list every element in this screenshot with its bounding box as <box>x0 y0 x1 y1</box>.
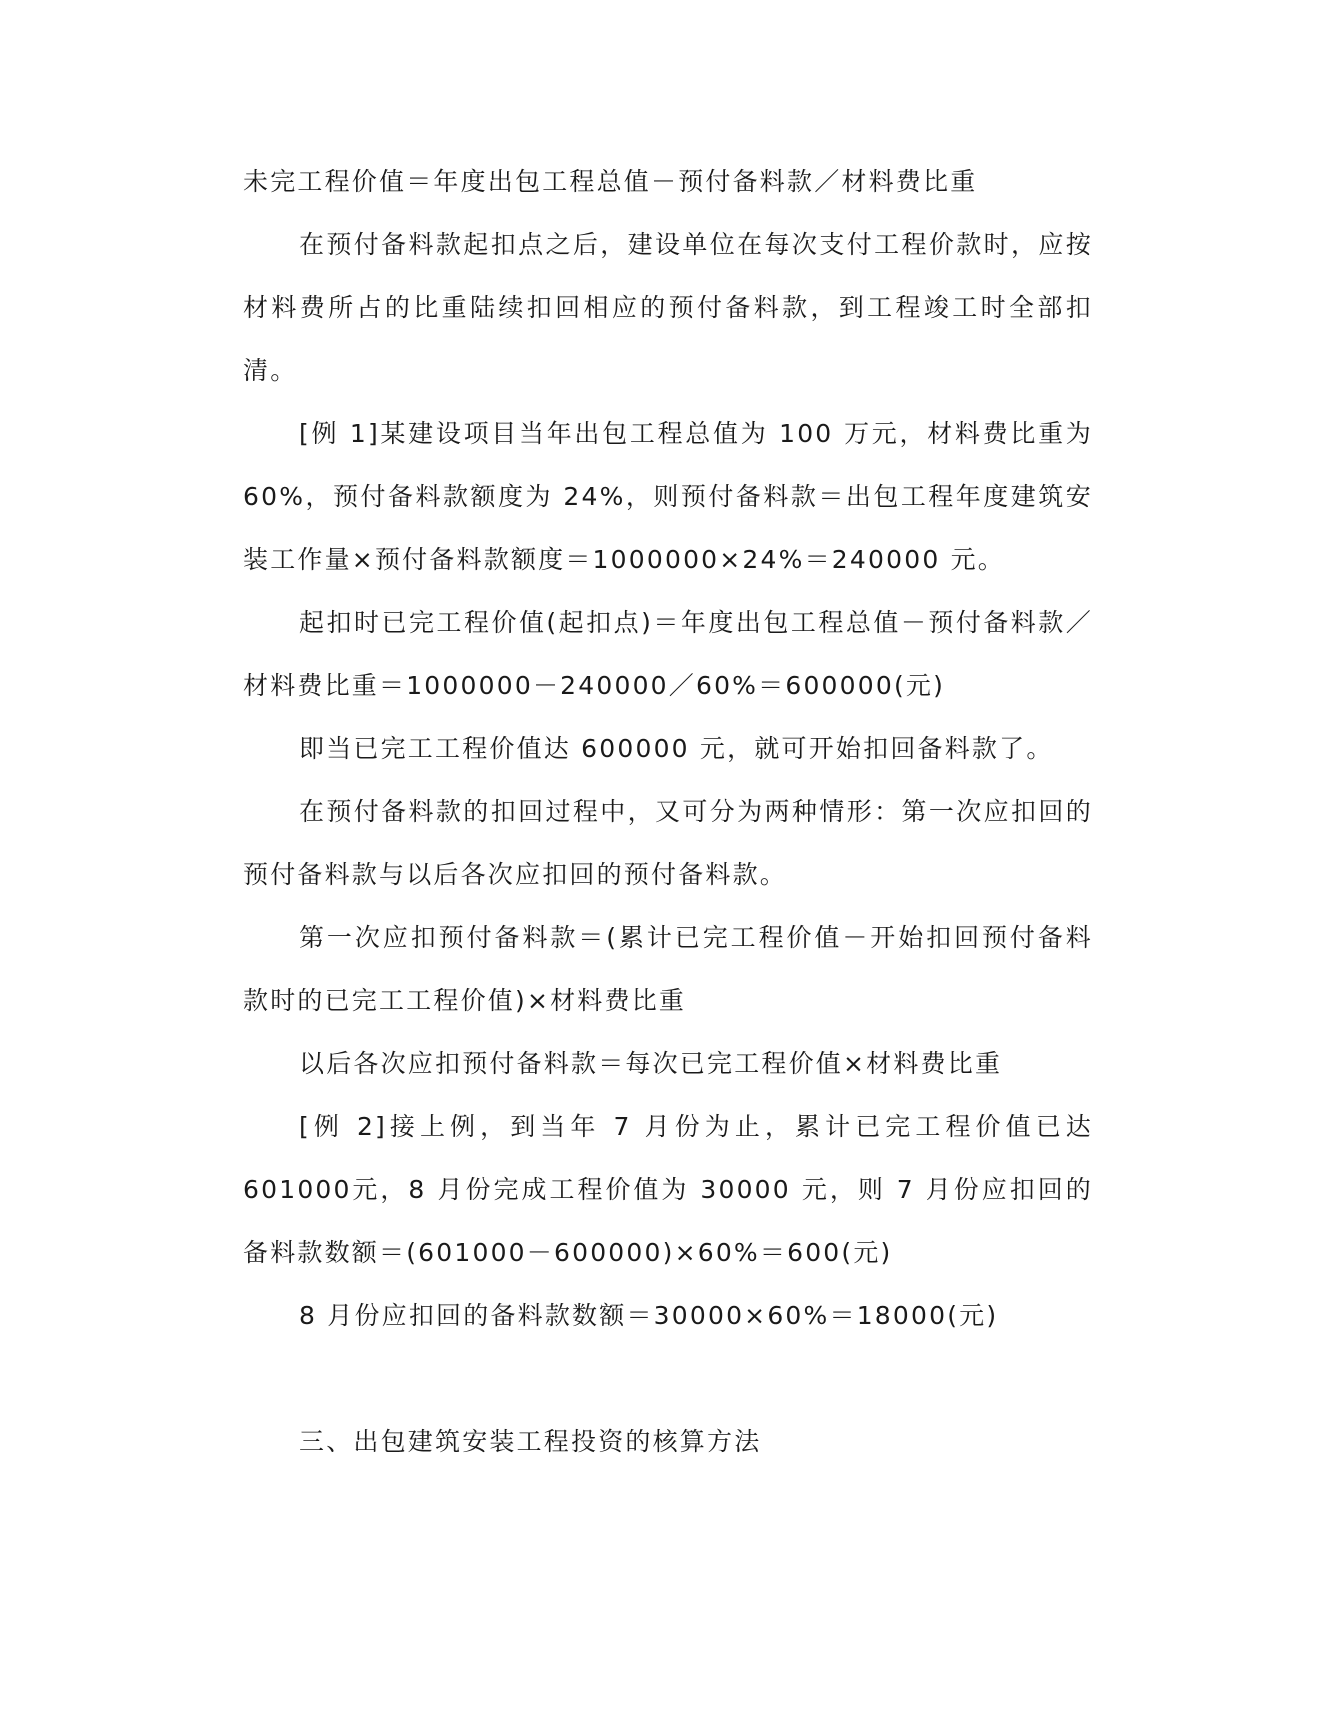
blank-line <box>243 1347 1093 1410</box>
section-heading: 三、出包建筑安装工程投资的核算方法 <box>299 1427 762 1456</box>
paragraph-august-deduction: 8 月份应扣回的备料款数额＝30000×60%＝18000(元) <box>299 1301 999 1330</box>
paragraph-first-deduction-formula: 第一次应扣预付备料款＝(累计已完工程价值－开始扣回预付备料款时的已完工工程价值)×材料费比重 <box>243 923 1093 1015</box>
paragraph-later-deduction-formula: 以后各次应扣预付备料款＝每次已完工程价值×材料费比重 <box>299 1049 1003 1078</box>
paragraph-deduction-rule: 在预付备料款起扣点之后，建设单位在每次支付工程价款时，应按材料费所占的比重陆续扣回相应的预付备料款，到工程竣工时全部扣清。 <box>243 230 1093 385</box>
paragraph-start-point-formula: 起扣时已完工程价值(起扣点)＝年度出包工程总值－预付备料款／材料费比重＝1000000－240000／60%＝600000(元) <box>243 608 1093 700</box>
paragraph-example-2: [例 2]接上例，到当年 7 月份为止，累计已完工程价值已达 601000元，8 月份完成工程价值为 30000 元，则 7 月份应扣回的备料款数额＝(601000－600000)×60%＝600(元) <box>243 1112 1093 1267</box>
paragraph-example-1: [例 1]某建设项目当年出包工程总值为 100 万元，材料费比重为60%，预付备料款额度为 24%，则预付备料款＝出包工程年度建筑安装工作量×预付备料款额度＝1000000×24%＝240000 元。 <box>243 419 1093 574</box>
paragraph-formula-uncompleted-value: 未完工程价值＝年度出包工程总值－预付备料款／材料费比重 <box>243 167 978 196</box>
paragraph-two-cases: 在预付备料款的扣回过程中，又可分为两种情形：第一次应扣回的预付备料款与以后各次应扣回的预付备料款。 <box>243 797 1093 889</box>
paragraph-start-deduction: 即当已完工工程价值达 600000 元，就可开始扣回备料款了。 <box>299 734 1054 763</box>
document-body <box>243 150 1093 1473</box>
